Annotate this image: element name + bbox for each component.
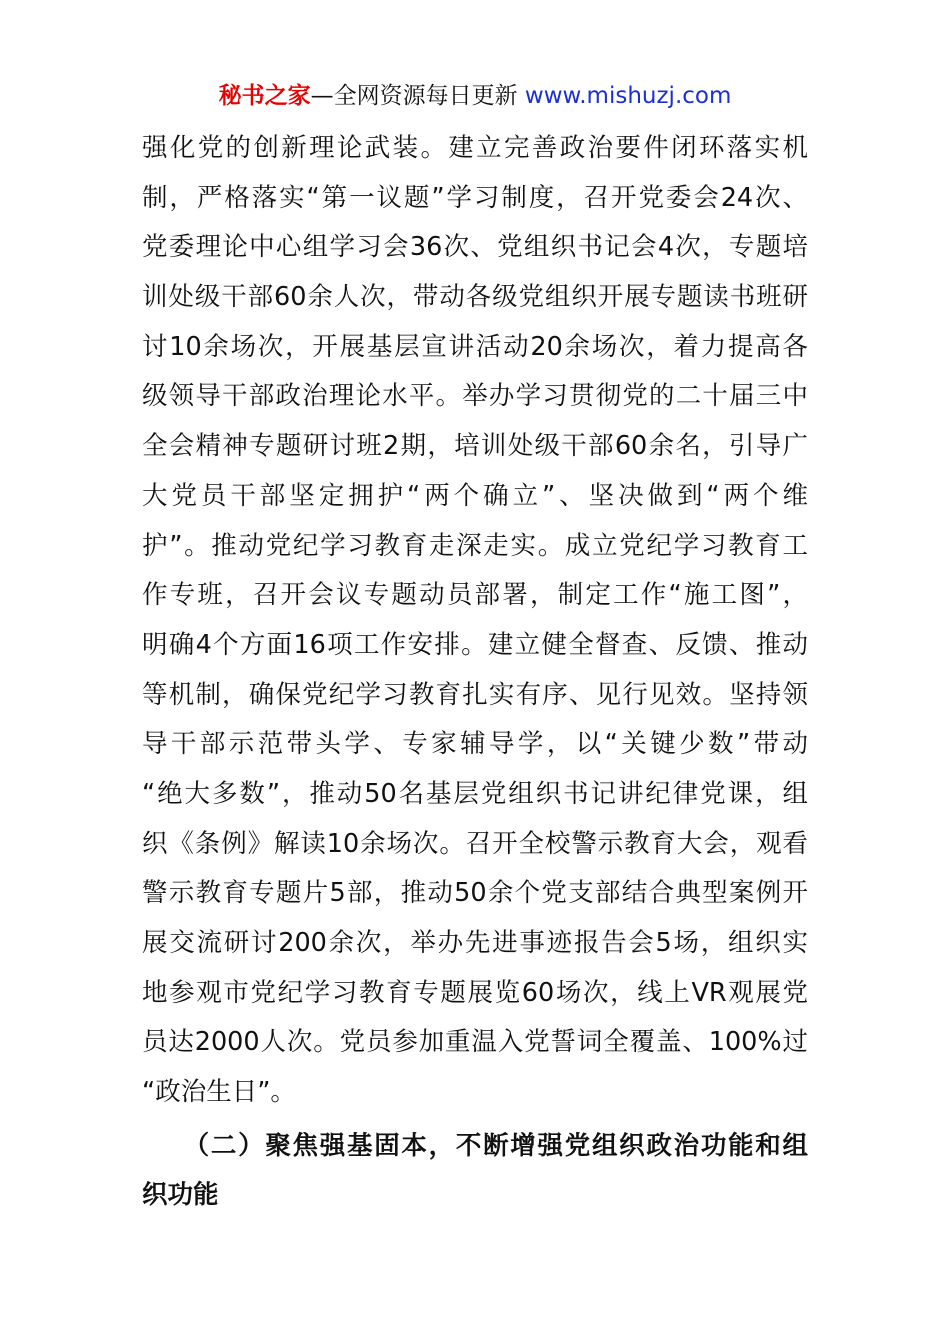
- heading-line: 织功能: [142, 1180, 219, 1210]
- paragraph-line: 展交流研讨200余次，举办先进事迹报告会5场，组织实: [142, 928, 808, 958]
- paragraph-line: 织《条例》解读10余场次。召开全校警示教育大会，观看: [142, 828, 808, 859]
- section-heading: [142, 1122, 808, 1220]
- paragraph-line: 警示教育专题片5部，推动50余个党支部结合典型案例开: [142, 878, 808, 909]
- paragraph-line: 强化党的创新理论武装。建立完善政治要件闭环落实机: [142, 133, 808, 163]
- paragraph-line: 训处级干部60余人次，带动各级党组织开展专题读书班研: [142, 282, 808, 313]
- body-paragraph: [142, 124, 808, 1118]
- paragraph-line: 导干部示范带头学、专家辅导学，以“关键少数”带动: [142, 729, 808, 760]
- paragraph-line: 地参观市党纪学习教育专题展览60场次，线上VR观展党: [142, 977, 808, 1008]
- paragraph-line: 制，严格落实“第一议题”学习制度，召开党委会24次、: [142, 182, 808, 213]
- paragraph-line: 大党员干部坚定拥护“两个确立”、坚决做到“两个维: [142, 480, 808, 511]
- paragraph-line: 明确4个方面16项工作安排。建立健全督查、反馈、推动: [142, 629, 808, 660]
- paragraph-line: 员达2000人次。党员参加重温入党誓词全覆盖、100%过: [142, 1027, 808, 1058]
- site-header: [0, 80, 950, 112]
- brand-name: 秘书之家: [218, 83, 311, 109]
- paragraph-line: 讨10余场次，开展基层宣讲活动20余场次，着力提高各: [142, 331, 808, 362]
- heading-line: （二）聚焦强基固本，不断增强党组织政治功能和组: [142, 1131, 808, 1161]
- paragraph-line: 等机制，确保党纪学习教育扎实有序、见行见效。坚持领: [142, 679, 808, 710]
- paragraph-line: 作专班，召开会议专题动员部署，制定工作“施工图”，: [142, 580, 808, 611]
- paragraph-line: 护”。推动党纪学习教育走深走实。成立党纪学习教育工: [142, 530, 808, 561]
- paragraph-line: 党委理论中心组学习会36次、党组织书记会4次，专题培: [142, 232, 808, 263]
- header-tagline: —全网资源每日更新: [310, 83, 518, 109]
- paragraph-line: 全会精神专题研讨班2期，培训处级干部60余名，引导广: [142, 431, 808, 462]
- paragraph-line: 级领导干部政治理论水平。举办学习贯彻党的二十届三中: [142, 381, 808, 412]
- site-url-link[interactable]: www.mishuzj.com: [524, 83, 732, 109]
- paragraph-line: “政治生日”。: [142, 1077, 296, 1108]
- paragraph-line: “绝大多数”，推动50名基层党组织书记讲纪律党课，组: [142, 778, 808, 809]
